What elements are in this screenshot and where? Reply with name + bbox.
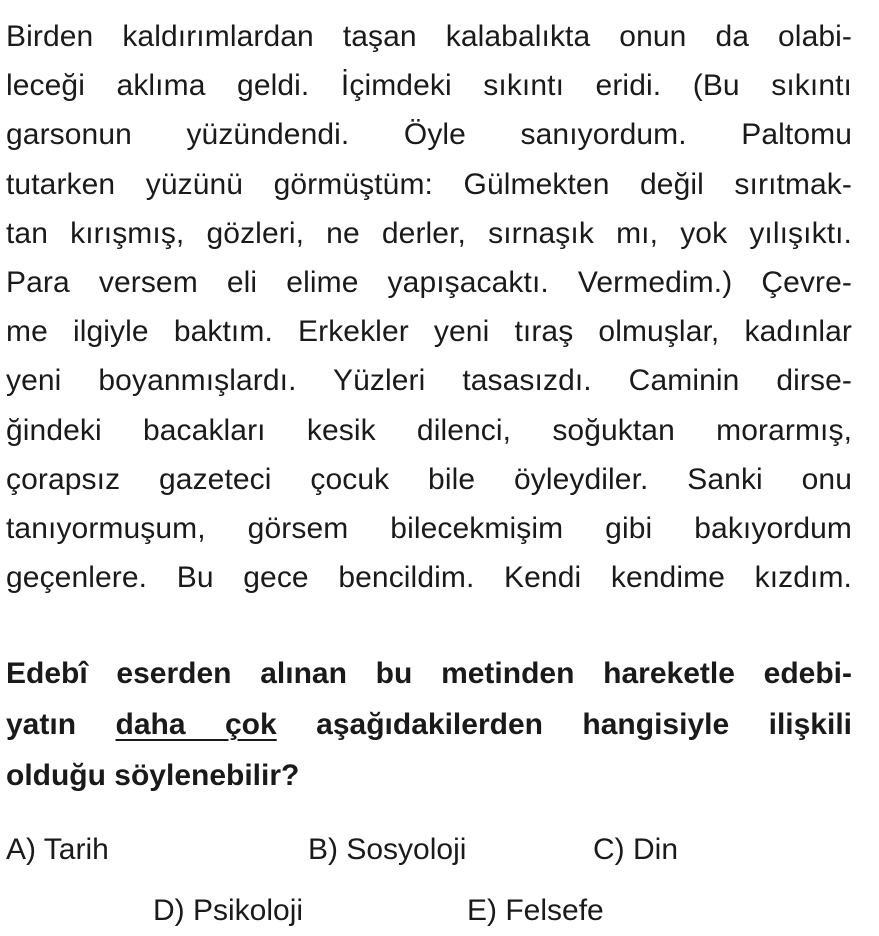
passage-line: tanıyormuşum, görsem bilecekmişim gibi bakıyordum xyxy=(6,511,852,545)
option-d[interactable]: D) Psikoloji xyxy=(153,894,304,927)
option-b[interactable]: B) Sosyoloji xyxy=(308,833,467,866)
question-stem xyxy=(6,648,852,801)
question-line-1: Edebî eserden alınan bu metinden hareketle edebi- xyxy=(6,657,852,690)
passage-line: me ilgiyle baktım. Erkekler yeni tıraş olmuşlar, kadınlar xyxy=(6,315,852,349)
passage-line: çorapsız gazeteci çocuk bile öyleydiler. Sanki onu xyxy=(6,462,852,496)
passage-line: Para versem eli elime yapışacaktı. Vermedim.) Çevre- xyxy=(6,265,852,299)
passage-line: Birden kaldırımlardan taşan kalabalıkta onun da olabi- xyxy=(6,20,852,53)
question-line-2 xyxy=(6,699,852,750)
passage-line: ğindeki bacakları kesik dilenci, soğuktan morarmış, xyxy=(6,413,852,447)
passage-line: tutarken yüzünü görmüştüm: Gülmekten değil sırıtmak- xyxy=(6,167,852,201)
option-c[interactable]: C) Din xyxy=(593,833,679,866)
question-line-3: olduğu söylenebilir? xyxy=(6,759,300,792)
option-e[interactable]: E) Felsefe xyxy=(467,894,604,927)
question-text: aşağıdakilerden hangisiyle ilişkili xyxy=(276,708,852,741)
passage-line: tan kırışmış, gözleri, ne derler, sırnaşık mı, yok yılışıktı. xyxy=(6,216,852,250)
option-a[interactable]: A) Tarih xyxy=(6,833,109,866)
passage-line: leceği aklıma geldi. İçimdeki sıkıntı eridi. (Bu sıkıntı xyxy=(6,69,852,103)
passage-line: yeni boyanmışlardı. Yüzleri tasasızdı. Caminin dirse- xyxy=(6,364,852,398)
question-text: yatın xyxy=(6,708,116,741)
passage-line: geçenlere. Bu gece bencildim. Kendi kendime kızdım. xyxy=(6,561,852,595)
emphasis-underlined: daha çok xyxy=(115,708,277,741)
reading-passage xyxy=(6,12,852,602)
passage-line: garsonun yüzündendi. Öyle sanıyordum. Paltomu xyxy=(6,118,852,152)
